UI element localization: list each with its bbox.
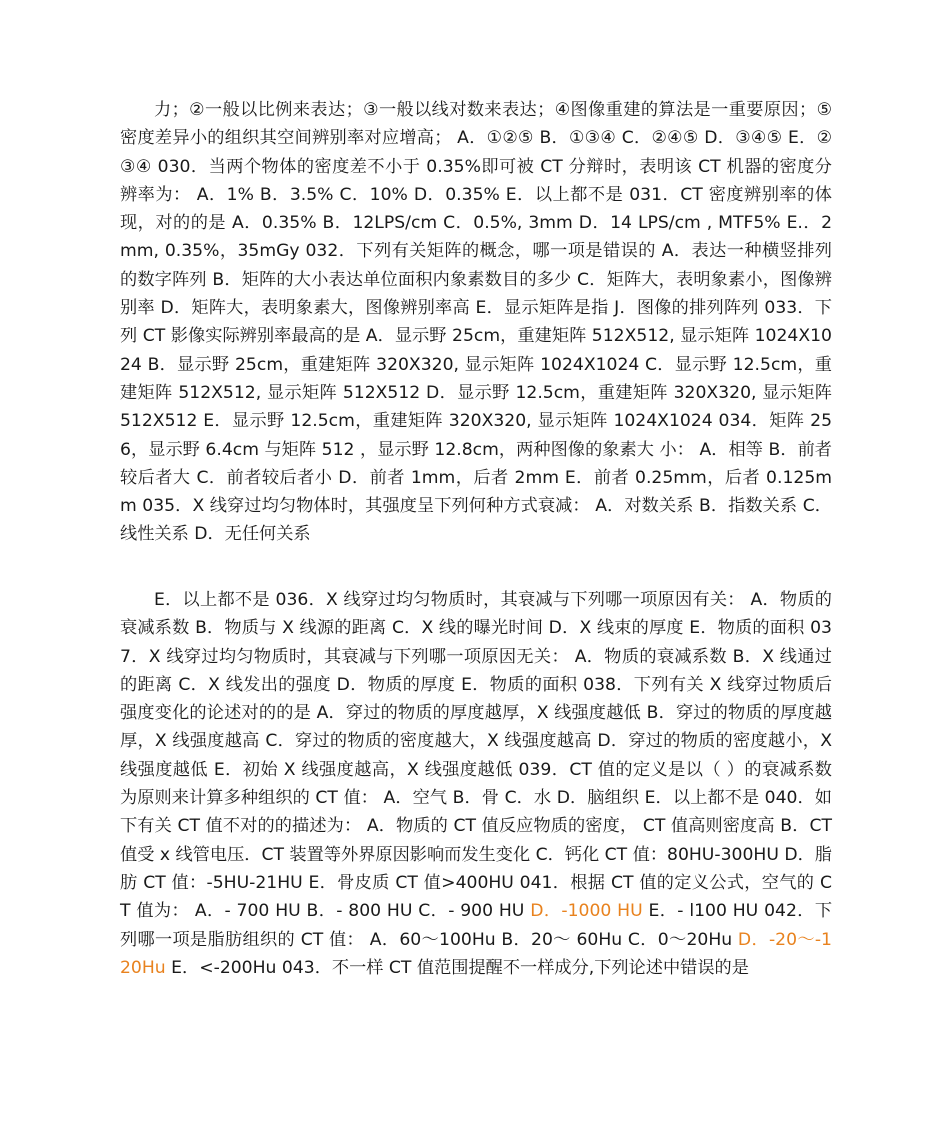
paragraph-2 xyxy=(120,586,832,982)
paragraph-2-text-b: E．- l100 HU 042．下列哪一项是脂肪组织的 CT 值： A．60～100Hu B．20～ 60Hu C．0～20Hu xyxy=(120,901,833,950)
highlighted-answer-1: D．-1000 HU xyxy=(530,901,643,922)
paragraph-2-text-c: E．<-200Hu 043．不一样 CT 值范围提醒不一样成分,下列论述中错误的是 xyxy=(165,957,749,978)
paragraph-2-text-a: E．以上都不是 036．X 线穿过均匀物质时，其衰减与下列哪一项原因有关： A．物质的衰减系数 B．物质与 X 线源的距离 C．X 线的曝光时间 D．X 线束的厚度 E．物质的面积 037．X 线穿过均匀物质时，其衰减与下列哪一项原因无关： A．物质的衰减系数 B．X 线通过的距离 C．X 线发出的强度 D．物质的厚度 E．物质的面积 038．下列有关 X 线穿过物质后强度变化的论述对的的是 A．穿过的物质的厚度越厚，X 线强度越低 B．穿过的物质的厚度越厚，X 线强度越高 C．穿过的物质的密度越大，X 线强度越高 D．穿过的物质的密度越小，X 线强度越低 E．初始 X 线强度越高，X 线强度越低 039．CT 值的定义是以（ ）的衰减系数为原则来计算多种组织的 CT 值： A．空气 B．骨 C．水 D．脑组织 E．以上都不是 040．如下有关 CT 值不对的的描述为： A．物质的 CT 值反应物质的密度， CT 值高则密度高 B．CT 值受 x 线管电压．CT 装置等外界原因影响而发生变化 C．钙化 CT 值：80HU-300HU D．脂肪 CT 值：-5HU-21HU E．骨皮质 CT 值>400HU 041．根据 CT 值的定义公式，空气的 CT 值为： A．- 700 HU B．- 800 HU C．- 900 HU xyxy=(120,590,832,922)
paragraph-1: 力；②一般以比例来表达；③一般以线对数来表达；④图像重建的算法是一重要原因；⑤密度差异小的组织其空间辨别率对应增高； A．①②⑤ B．①③④ C．②④⑤ D．③④⑤ E．②③④ 030．当两个物体的密度差不小于 0.35%即可被 CT 分辩时，表明该 CT 机器的密度分 辨率为： A．1% B．3.5% C．10% D．0.35% E．以上都不是 031．CT 密度辨别率的体现，对的的是 A．0.35% B．12LPS/cm C．0.5%, 3mm D．14 LPS/cm , MTF5% E.．2mm, 0.35%，35mGy 032．下列有关矩阵的概念，哪一项是错误的 A．表达一种横竖排列的数字阵列 B．矩阵的大小表达单位面积内象素数目的多少 C．矩阵大，表明象素小，图像辨别率 D．矩阵大，表明象素大，图像辨别率高 E．显示矩阵是指 J．图像的排列阵列 033．下列 CT 影像实际辨别率最高的是 A．显示野 25cm，重建矩阵 512X512, 显示矩阵 1024X1024 B．显示野 25cm，重建矩阵 320X320, 显示矩阵 1024X1024 C．显示野 12.5cm，重建矩阵 512X512, 显示矩阵 512X512 D．显示野 12.5cm，重建矩阵 320X320, 显示矩阵 512X512 E．显示野 12.5cm，重建矩阵 320X320, 显示矩阵 1024X1024 034．矩阵 256，显示野 6.4cm 与矩阵 512 ，显示野 12.8cm，两种图像的象素大 小： A．相等 B．前者较后者大 C．前者较后者小 D．前者 1mm，后者 2mm E．前者 0.25mm，后者 0.125mm 035．X 线穿过均匀物体时，其强度呈下列何种方式衰减： A．对数关系 B．指数关系 C．线性关系 D．无任何关系 xyxy=(120,100,832,545)
highlighted-answer-2: D．-20～-120Hu xyxy=(120,929,832,978)
